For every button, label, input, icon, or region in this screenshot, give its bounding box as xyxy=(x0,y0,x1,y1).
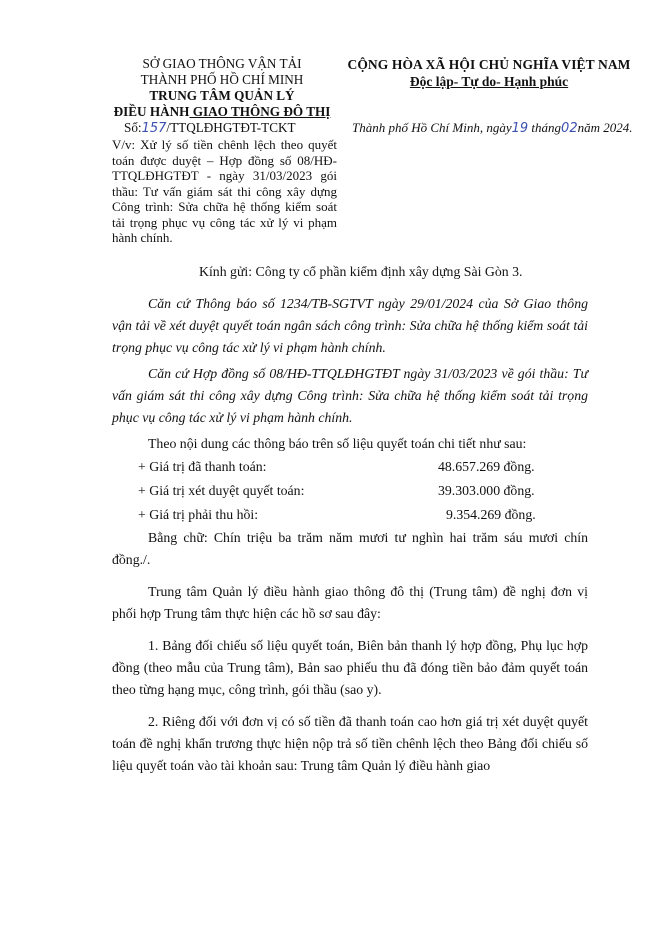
motto-line xyxy=(345,73,633,90)
document-number-suffix: /TTQLĐHGTĐT-TCKT xyxy=(166,120,296,135)
country-title: CỘNG HÒA XÃ HỘI CHỦ NGHĨA VIỆT NAM xyxy=(347,57,631,72)
date-mid: tháng xyxy=(528,120,562,135)
item-paragraph-2: 2. Riêng đối với đơn vị có số tiền đã thanh toán cao hơn giá trị xét duyệt quyết toán đề nghị khẩn trương thực hiện nộp trả số tiền chênh lệch theo Bảng đối chiếu số liệu quyết toán vào tài khoản sau: Trung tâm Quản lý điều hành giao xyxy=(112,714,588,773)
date-day-handwritten: 19 xyxy=(511,121,529,136)
value-amount: 9.354.269 đồng. xyxy=(446,507,536,522)
motto: Độc lập- Tự do- Hạnh phúc xyxy=(409,74,569,89)
subject-line: V/v: Xử lý số tiền chênh lệch theo quyết toán được duyệt – Hợp đồng số 08/HĐ-TTQLĐHGTĐT - ngày 31/03/2023 gói thầu: Tư vấn giám sát thi công xây dựng Công trình: Sửa chữa hệ thống kiểm soát tải trọng phục vụ công tác xử lý vi phạm hành chính. xyxy=(112,137,337,245)
amount-in-words: Bằng chữ: Chín triệu ba trăm năm mươi tư nghìn hai trăm sáu mươi chín đồng./. xyxy=(112,530,588,567)
issue-date xyxy=(352,120,632,136)
basis-paragraph-2: Căn cứ Hợp đồng số 08/HĐ-TTQLĐHGTĐT ngày 31/03/2023 về gói thầu: Tư vấn giám sát thi công xây dựng Công trình: Sửa chữa hệ thống kiểm soát tải trọng phục vụ công tác xử lý vi phạm hành chính. xyxy=(112,366,588,425)
date-prefix: Thành phố Hồ Chí Minh, ngày xyxy=(352,120,512,135)
intro-paragraph: Theo nội dung các thông báo trên số liệu quyết toán chi tiết như sau: xyxy=(148,436,527,451)
value-label: + Giá trị phải thu hồi: xyxy=(138,507,259,522)
department-name: SỞ GIAO THÔNG VẬN TẢI xyxy=(142,56,302,71)
city-name: THÀNH PHỐ HỒ CHÍ MINH xyxy=(140,72,304,87)
document-number-prefix: Số: xyxy=(124,120,142,135)
document-number xyxy=(112,120,332,137)
center-name-line1: TRUNG TÂM QUẢN LÝ xyxy=(149,88,295,103)
date-month-handwritten: 02 xyxy=(561,121,578,136)
document-body xyxy=(112,293,588,777)
recipient-line: Kính gửi: Công ty cổ phần kiểm định xây dựng Sài Gòn 3. xyxy=(199,264,523,279)
value-label: + Giá trị đã thanh toán: xyxy=(138,459,267,474)
document-number-handwritten: 157 xyxy=(141,121,167,136)
value-row-paid xyxy=(112,455,588,479)
value-amount: 39.303.000 đồng. xyxy=(438,483,535,498)
center-name-line2 xyxy=(112,104,332,120)
center-name-line2-a: ĐIỀU HÀNH xyxy=(113,104,190,119)
item-paragraph-1: 1. Bảng đối chiếu số liệu quyết toán, Biên bản thanh lý hợp đồng, Phụ lục hợp đồng (theo mẫu của Trung tâm), Bản sao phiếu thu đã đóng tiền bảo đảm quyết toán theo từng hạng mục, công trình, gói thầu (sao y). xyxy=(112,638,588,697)
center-name-line2-b: GIAO THÔNG ĐÔ THỊ xyxy=(189,104,331,119)
issuing-agency-block xyxy=(112,56,332,137)
request-paragraph: Trung tâm Quản lý điều hành giao thông đô thị (Trung tâm) đề nghị đơn vị phối hợp Trung tâm thực hiện các hồ sơ sau đây: xyxy=(112,584,588,621)
basis-paragraph-1: Căn cứ Thông báo số 1234/TB-SGTVT ngày 29/01/2024 của Sở Giao thông vận tải về xét duyệt quyết toán ngân sách công trình: Sửa chữa hệ thống kiểm soát tải trọng phục vụ công tác xử lý vi phạm hành chính. xyxy=(112,296,588,355)
date-suffix: năm 2024. xyxy=(577,120,633,135)
national-heading-block xyxy=(345,56,633,90)
value-amount: 48.657.269 đồng. xyxy=(438,459,535,474)
value-label: + Giá trị xét duyệt quyết toán: xyxy=(138,483,305,498)
value-row-recover xyxy=(112,503,588,527)
value-row-approved xyxy=(112,479,588,503)
